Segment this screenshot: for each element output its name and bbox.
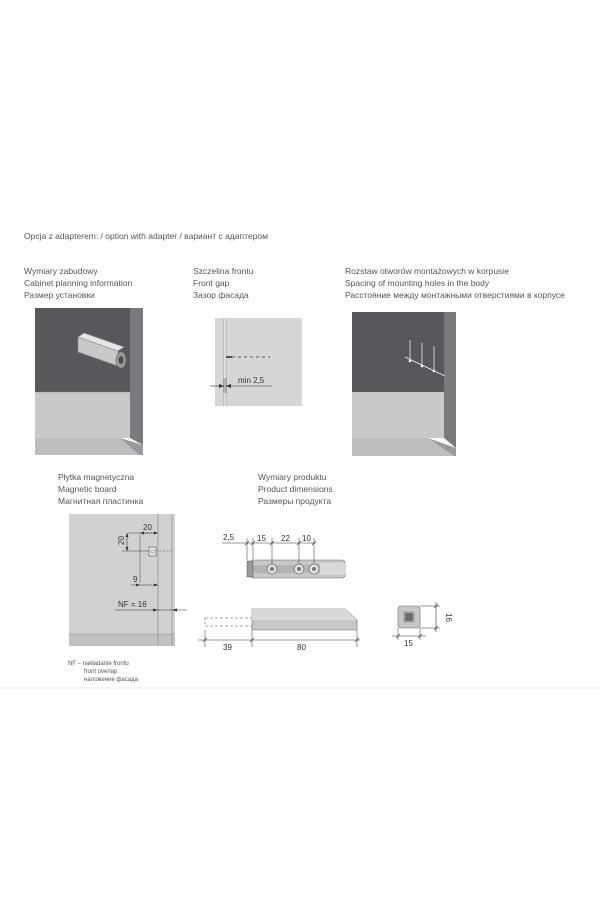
magnetic-dim-nf: NF = 16 [118,600,147,609]
footnote-pl: NF – nakładanie frontu [68,661,129,667]
page-heading: Opcja z adapterem: / option with adapter / вариант с адаптером [24,231,268,241]
product-dim-15b: 15 [404,639,413,648]
magnetic-board-drawing [69,514,187,646]
product-dim-16: 16 [444,613,453,622]
magnetic-caption-en: Magnetic board [58,484,117,494]
cabinet-caption-ru: Размер установки [24,290,95,300]
mounting-holes-drawing [352,312,456,456]
cabinet-caption-pl: Wymiary zabudowy [24,266,98,276]
gap-dimension-label: min 2,5 [238,376,265,385]
product-dim-80: 80 [297,643,306,652]
magnetic-dim-bottom: 9 [133,575,138,584]
magnetic-dim-left: 20 [117,536,126,545]
product-dim-15a: 15 [257,534,266,543]
latch-front-view [398,606,420,628]
magnetic-caption-pl: Płytka magnetyczna [58,472,135,482]
front-gap-drawing [210,318,302,406]
holes-caption-ru: Расстояние между монтажными отверстиями в корпусе [345,290,565,300]
holes-caption-pl: Rozstaw otworów montażowych w korpusie [345,266,509,276]
product-caption-en: Product dimensions [258,484,333,494]
product-caption-ru: Размеры продукта [258,496,332,506]
latch-side-view [205,609,357,630]
product-caption-pl: Wymiary produktu [258,472,327,482]
product-dim-2-5: 2,5 [223,533,235,542]
product-dim-39: 39 [223,643,232,652]
magnetic-caption-ru: Магнитная пластинка [58,496,144,506]
product-dim-10: 10 [302,534,311,543]
gap-caption-en: Front gap [193,278,230,288]
footnote-en: front overlap [84,669,118,675]
magnetic-dim-top: 20 [143,523,152,532]
product-dim-22: 22 [281,534,290,543]
cabinet-caption-en: Cabinet planning information [24,278,133,288]
cabinet-drawing [35,308,143,455]
footnote-ru: наложение фасада [84,677,138,683]
gap-caption-pl: Szczelina frontu [193,266,254,276]
gap-caption-ru: Зазор фасада [193,290,249,300]
latch-top-view [247,560,345,578]
holes-caption-en: Spacing of mounting holes in the body [345,278,490,288]
product-dimensions-drawing [198,533,453,652]
